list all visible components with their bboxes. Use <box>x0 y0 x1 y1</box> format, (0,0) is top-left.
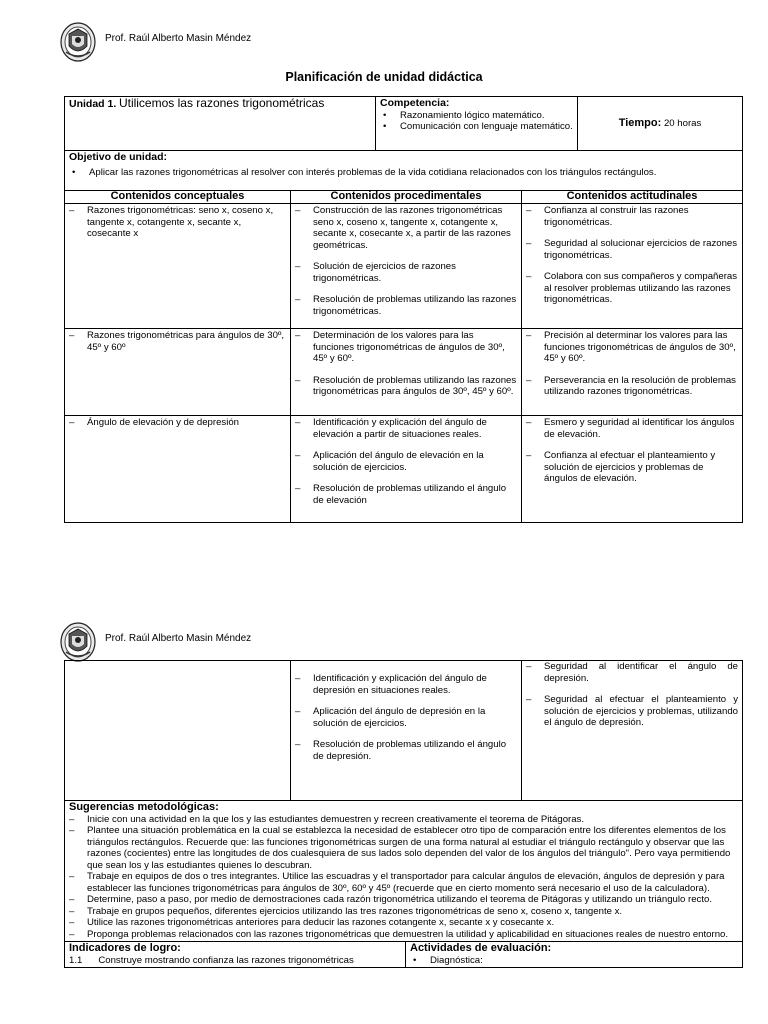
procedimental-item: – Identificación y explicación del ángulo de depresión en situaciones reales. <box>295 673 487 696</box>
unit-row <box>65 97 743 151</box>
planning-table <box>64 96 743 523</box>
tiempo-value: 20 horas <box>663 117 702 129</box>
cell-conceptual <box>65 329 291 416</box>
actividad-item: • Diagnóstica: <box>413 954 483 966</box>
tiempo-label: Tiempo: <box>618 116 662 129</box>
col-header-procedimental: Contenidos procedimentales <box>291 191 522 204</box>
cell-conceptual <box>65 204 291 329</box>
col-header-conceptual: Contenidos conceptuales <box>65 191 291 204</box>
procedimental-item: – Solución de ejercicios de razones trigonométricas. <box>295 261 456 284</box>
actitudinal-item: – Seguridad al identificar el ángulo de depresión. <box>526 661 739 684</box>
objetivo-label: Objetivo de unidad: <box>69 151 168 163</box>
cell-conceptual <box>65 416 291 523</box>
procedimental-item: – Identificación y explicación del ángulo de elevación a partir de situaciones reales. <box>295 417 487 440</box>
procedimental-item: – Construcción de las razones trigonométricas seno x, coseno x, tangente x, cotangente x, secante x, cosecante x, a partir de las razones geométricas. <box>295 205 511 251</box>
content-row <box>65 416 743 523</box>
procedimental-item: – Resolución de problemas utilizando el ángulo de depresión. <box>295 739 507 762</box>
page-2 <box>0 600 768 1024</box>
actitudinal-item: – Seguridad al efectuar el planteamiento y solución de ejercicios y problemas, utilizando el ángulo de depresión. <box>526 694 739 728</box>
content-row <box>65 204 743 329</box>
procedimental-item: – Determinación de los valores para las funciones trigonométricas de ángulos de 30º, 45º y 60º. <box>295 330 505 364</box>
conceptual-item: – Ángulo de elevación y de depresión <box>69 417 240 428</box>
school-crest-logo <box>60 22 96 62</box>
page-header <box>60 22 660 62</box>
actividades-cell <box>406 942 743 968</box>
tiempo-cell <box>578 97 743 151</box>
unit-cell <box>65 97 376 151</box>
cell-procedimental <box>291 204 522 329</box>
actitudinal-item: – Seguridad al solucionar ejercicios de razones trigonométricas. <box>526 238 738 261</box>
objetivo-row <box>65 151 743 191</box>
actitudinal-item: – Confianza al construir las razones trigonométricas. <box>526 205 689 228</box>
page-header <box>60 622 660 662</box>
objetivo-cell <box>65 151 743 191</box>
unit-label: Unidad 1. <box>69 98 117 110</box>
competencia-label: Competencia: <box>380 97 450 109</box>
procedimental-item: – Resolución de problemas utilizando las razones trigonométricas. <box>295 294 517 317</box>
sugerencias-cell <box>65 801 743 942</box>
cell-actitudinal <box>522 204 743 329</box>
sugerencia-item: – Utilice las razones trigonométricas anteriores para deducir las razones cotangente x, secante x y cosecante x. <box>69 917 555 928</box>
cell-actitudinal <box>522 329 743 416</box>
indicador-item: 1.1 Construye mostrando confianza las razones trigonométricas <box>69 954 354 966</box>
sugerencia-item: – Trabaje en grupos pequeños, diferentes ejercicios utilizando las tres razones trigonométricas de seno x, coseno x, tangente x. <box>69 905 623 917</box>
sugerencias-row <box>65 801 743 942</box>
competencia-item: • Razonamiento lógico matemático. <box>383 109 545 121</box>
column-header-row <box>65 191 743 204</box>
author-name: Prof. Raúl Alberto Masin Méndez <box>105 33 252 44</box>
procedimental-item: – Aplicación del ángulo de depresión en la solución de ejercicios. <box>295 706 486 729</box>
actitudinal-item: – Colabora con sus compañeros y compañeras al resolver problemas utilizando las razones trigonométricas. <box>526 271 738 305</box>
indicadores-label: Indicadores de logro: <box>69 942 181 954</box>
sugerencia-item: – Inicie con una actividad en la que los y las estudiantes demuestren y recreen creativamente el teorema de Pitágoras. <box>69 813 585 825</box>
continuation-row <box>65 661 743 801</box>
actitudinal-item: – Perseverancia en la resolución de problemas utilizando razones trigonométricas. <box>526 374 736 397</box>
indicadores-cell <box>65 942 406 968</box>
conceptual-item: – Razones trigonométricas para ángulos de 30º, 45º y 60º <box>69 330 285 353</box>
document-title: Planificación de unidad didáctica <box>285 70 483 84</box>
competencia-cell <box>376 97 578 151</box>
cell-procedimental <box>291 329 522 416</box>
unit-name: Utilicemos las razones trigonométricas <box>118 96 325 110</box>
competencia-item: • Comunicación con lenguaje matemático. <box>383 121 573 132</box>
actitudinal-item: – Precisión al determinar los valores para las funciones trigonométricas de ángulos de 30º, 45º y 60º. <box>526 330 736 364</box>
author-name: Prof. Raúl Alberto Masin Méndez <box>105 633 252 644</box>
procedimental-item: – Resolución de problemas utilizando el ángulo de elevación <box>295 483 507 506</box>
cell-actitudinal <box>522 416 743 523</box>
col-header-actitudinal: Contenidos actitudinales <box>522 191 743 204</box>
cont-conceptual-cell <box>65 661 291 801</box>
actitudinal-item: – Confianza al efectuar el planteamiento y solución de ejercicios y problemas de ángulos de elevación. <box>526 450 716 484</box>
actividades-label: Actividades de evaluación: <box>410 942 552 954</box>
sugerencia-item: – Trabaje en equipos de dos o tres integrantes. Utilice las escuadras y el transportador para calcular ángulos de elevación, ángulos de depresión y para establecer las funciones trigonométricas para ángulos de 30º, 60º y 45º (recuerde que en cierto momento será necesario el uso de la calculadora). <box>69 871 725 894</box>
cont-actitudinal-cell <box>522 661 743 801</box>
content-row <box>65 329 743 416</box>
sugerencias-label: Sugerencias metodológicas: <box>69 801 219 813</box>
conceptual-item: – Razones trigonométricas: seno x, coseno x, tangente x, cotangente x, secante x, cosecante x <box>69 205 274 239</box>
procedimental-item: – Aplicación del ángulo de elevación en la solución de ejercicios. <box>295 450 484 473</box>
school-crest-logo <box>60 622 96 662</box>
sugerencia-item: – Plantee una situación problemática en la cual se establezca la necesidad de establecer otro tipo de comparación entre los diferentes elementos de los triángulos rectángulos. Recuerde que: las funciones trigonométricas surgen de una forma natural al estudiar el triángulo rectángulo y observar que las razones (cocientes) entre las longitudes de dos cualesquiera de sus lados solo dependen del valor de los ángulos del triángulo". Pero vaya permitiendo que sean los y las estudiantes quienes lo descubran. <box>69 825 731 871</box>
actitudinal-item: – Esmero y seguridad al identificar los ángulos de elevación. <box>526 417 735 440</box>
sugerencia-item: – Determine, paso a paso, por medio de demostraciones cada razón trigonométrica utilizando el teorema de Pitágoras y utilizando un triángulo recto. <box>69 894 713 905</box>
cell-procedimental <box>291 416 522 523</box>
competencia-list <box>380 110 573 133</box>
objetivo-text: • Aplicar las razones trigonométricas al resolver con interés problemas de la vida cotidiana relacionados con los triángulos rectángulos. <box>72 166 657 178</box>
procedimental-item: – Resolución de problemas utilizando las razones trigonométricas para ángulos de 30º, 45º y 60º. <box>295 374 517 397</box>
cont-procedimental-cell <box>291 661 522 801</box>
planning-table-continued <box>64 660 743 968</box>
indicadores-row <box>65 942 743 968</box>
sugerencia-item: – Proponga problemas relacionados con las razones trigonométricas que demuestren la utilidad y aplicabilidad en situaciones reales de nuestro entorno. <box>69 928 729 940</box>
